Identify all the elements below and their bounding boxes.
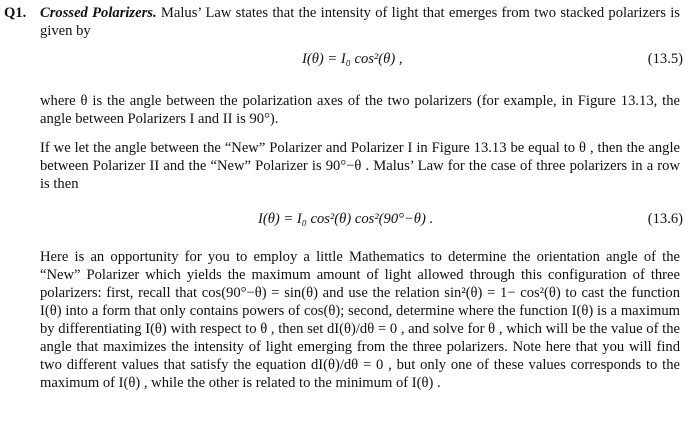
question-number: Q1. [4, 5, 27, 21]
paragraph-three-polarizers: If we let the angle between the “New” Polarizer and Polarizer I in Figure 13.13 be equal to θ , then the angle between Polarizer II and the “New” Polarizer is 90°−θ . Malus’ Law for the case of three polarizers in a row is then [40, 140, 680, 192]
equation-13-5-body: I(θ) = I₀ cos²(θ) , [302, 51, 403, 67]
equation-13-6-body: I(θ) = I₀ cos²(θ) cos²(90°−θ) . [258, 211, 434, 227]
question-title: Crossed Polarizers. [40, 5, 157, 21]
question-intro-text: Malus’ Law states that the intensity of light that emerges from two stacked polarizers is given by [40, 5, 680, 39]
equation-13-5 [0, 50, 697, 70]
equation-13-6 [0, 210, 697, 230]
paragraph-definition: where θ is the angle between the polarization axes of the two polarizers (for example, in Figure 13.13, the angle between Polarizers I and II is 90°). [40, 93, 680, 127]
equation-13-6-number: (13.6) [647, 211, 683, 227]
equation-13-5-number: (13.5) [647, 51, 683, 67]
question-intro [40, 4, 680, 40]
paragraph-exercise: Here is an opportunity for you to employ a little Mathematics to determine the orientation angle of the “New” Polarizer which yields the maximum amount of light allowed through this configuration of three polarizers: first, recall that cos(90°−θ) = sin(θ) and use the relation sin²(θ) = 1− cos²(θ) to cast the function I(θ) into a form that only contains powers of cos(θ); second, determine where the function I(θ) is a maximum by differentiating I(θ) with respect to θ , then set dI(θ)/dθ = 0 , and solve for θ , which will be the value of the angle that maximizes the intensity of light emerging from the three polarizers. Note here that you will find two different values that satisfy the equation dI(θ)/dθ = 0 , but only one of these values corresponds to the maximum of I(θ) , while the other is related to the minimum of I(θ) . [40, 249, 680, 391]
